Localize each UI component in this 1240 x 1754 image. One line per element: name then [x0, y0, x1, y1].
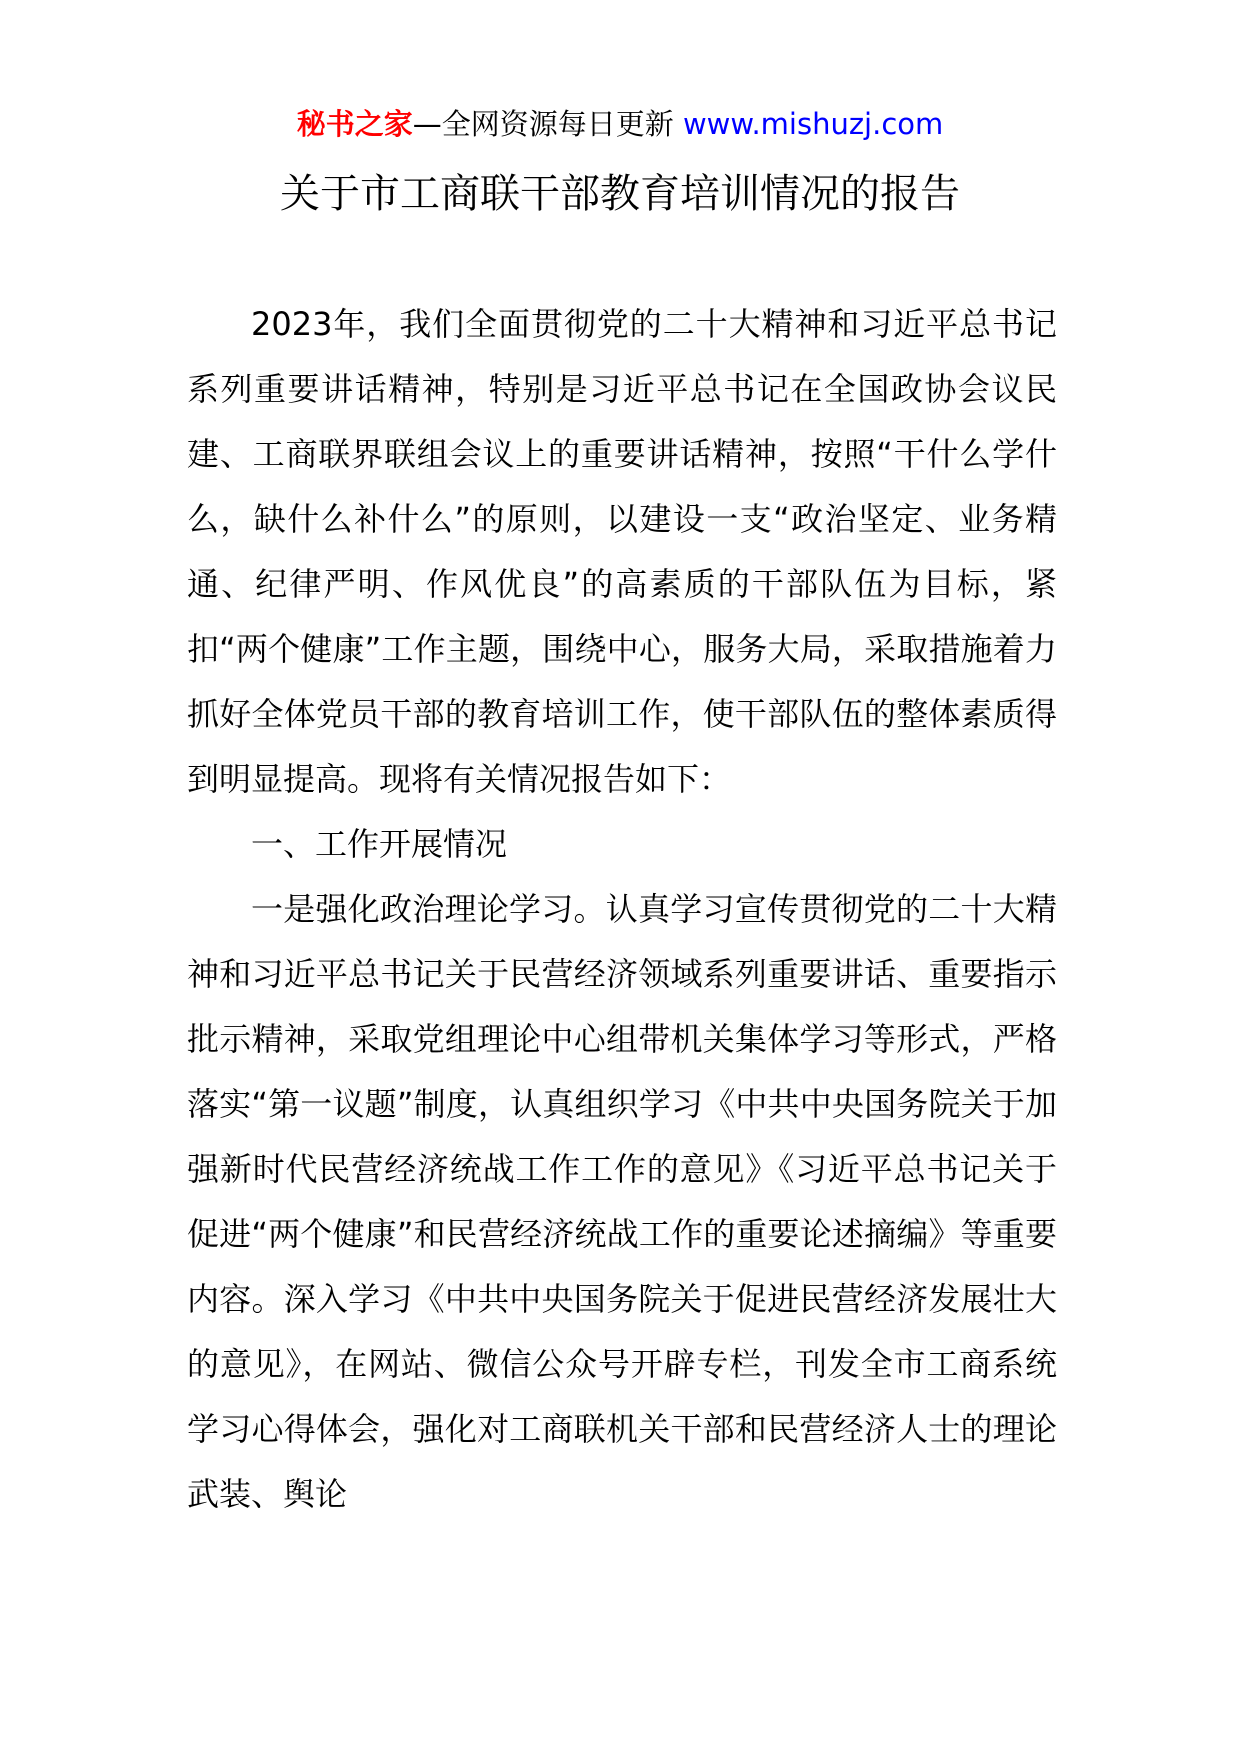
watermark-header: [0, 104, 1240, 144]
section-heading-1: 一、工作开展情况: [251, 825, 508, 863]
brand-tagline: —全网资源每日更新: [412, 107, 683, 141]
document-body: [187, 292, 1057, 1527]
brand-name: 秘书之家: [296, 107, 413, 141]
paragraph-intro: 2023年，我们全面贯彻党的二十大精神和习近平总书记系列重要讲话精神，特别是习近平总书记在全国政协会议民建、工商联界联组会议上的重要讲话精神，按照“干什么学什么，缺什么补什么”的原则，以建设一支“政治坚定、业务精通、纪律严明、作风优良”的高素质的干部队伍为目标，紧扣“两个健康”工作主题，围绕中心，服务大局，采取措施着力抓好全体党员干部的教育培训工作，使干部队伍的整体素质得到明显提高。现将有关情况报告如下：: [187, 305, 1057, 798]
document-title: 关于市工商联干部教育培训情况的报告: [280, 171, 960, 217]
paragraph-political-study: 一是强化政治理论学习。认真学习宣传贯彻党的二十大精神和习近平总书记关于民营经济领域系列重要讲话、重要指示批示精神，采取党组理论中心组带机关集体学习等形式，严格落实“第一议题”制度，认真组织学习《中共中央国务院关于加强新时代民营经济统战工作工作的意见》《习近平总书记关于促进“两个健康”和民营经济统战工作的重要论述摘编》等重要内容。深入学习《中共中央国务院关于促进民营经济发展壮大的意见》，在网站、微信公众号开辟专栏，刊发全市工商系统学习心得体会，强化对工商联机关干部和民营经济人士的理论武装、舆论: [187, 890, 1057, 1513]
brand-url[interactable]: www.mishuzj.com: [682, 107, 944, 141]
